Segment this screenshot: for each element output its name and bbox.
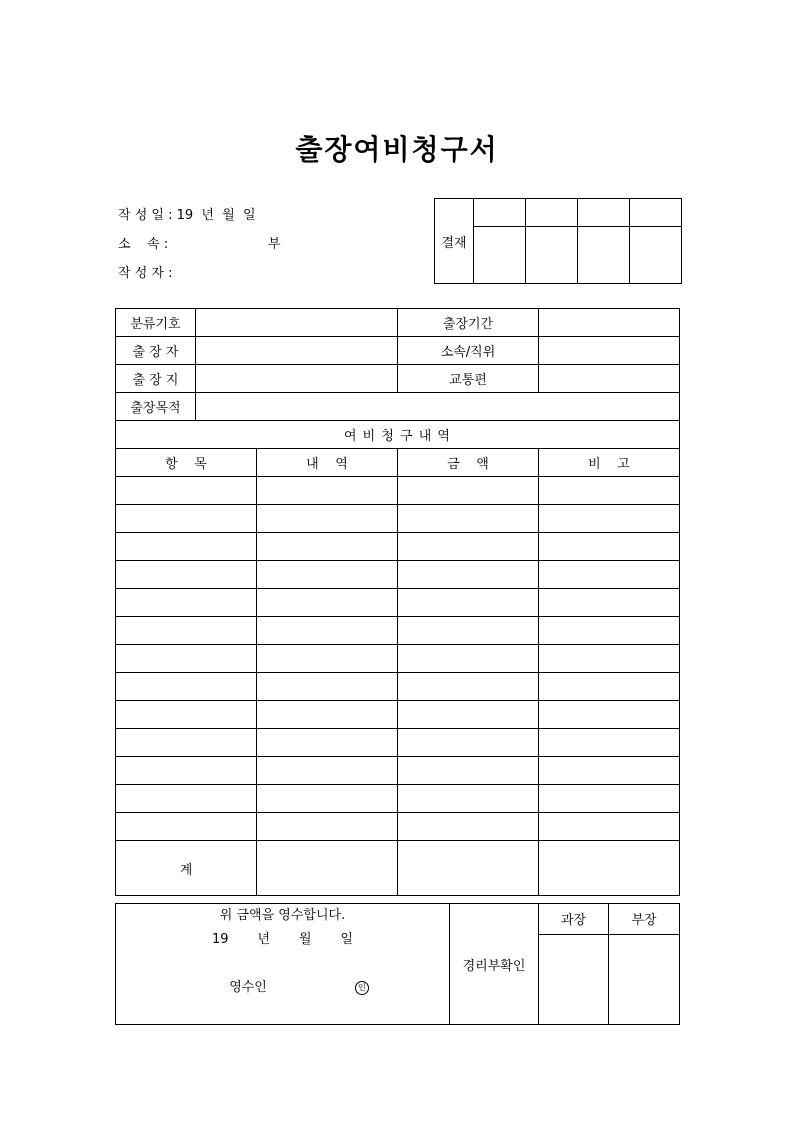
note-cell[interactable] (539, 729, 680, 757)
amount-cell[interactable] (398, 505, 539, 533)
receipt-line: 위 금액을 영수합니다. (219, 908, 346, 923)
total-note-cell[interactable] (539, 841, 680, 896)
department-suffix: 부 (268, 237, 281, 252)
detail-cell[interactable] (257, 757, 398, 785)
note-cell[interactable] (539, 785, 680, 813)
detail-row (116, 645, 680, 673)
detail-row (116, 533, 680, 561)
classification-label: 분류기호 (116, 309, 196, 337)
detail-cell[interactable] (257, 589, 398, 617)
item-cell[interactable] (116, 729, 257, 757)
amount-cell[interactable] (398, 561, 539, 589)
item-cell[interactable] (116, 813, 257, 841)
column-header-detail: 내 역 (257, 449, 398, 477)
detail-cell[interactable] (257, 617, 398, 645)
detail-cell[interactable] (257, 505, 398, 533)
note-cell[interactable] (539, 477, 680, 505)
approval-signature-cell[interactable] (526, 227, 578, 284)
period-input[interactable] (539, 309, 680, 337)
detail-row (116, 785, 680, 813)
amount-cell[interactable] (398, 477, 539, 505)
amount-cell[interactable] (398, 589, 539, 617)
detail-row (116, 561, 680, 589)
purpose-input[interactable] (196, 393, 680, 421)
approval-label: 결재 (435, 199, 474, 284)
item-cell[interactable] (116, 757, 257, 785)
item-cell[interactable] (116, 617, 257, 645)
total-amount-cell[interactable] (398, 841, 539, 896)
item-cell[interactable] (116, 785, 257, 813)
detail-cell[interactable] (257, 645, 398, 673)
amount-cell[interactable] (398, 617, 539, 645)
department-field: 소 속 : (118, 237, 169, 252)
detail-row (116, 729, 680, 757)
item-cell[interactable] (116, 477, 257, 505)
column-header-note: 비 고 (539, 449, 680, 477)
destination-input[interactable] (196, 365, 398, 393)
detail-heading: 여 비 청 구 내 역 (116, 421, 680, 449)
approval-cell-head[interactable] (474, 199, 526, 227)
section-chief-signature-cell[interactable] (539, 934, 609, 1024)
detail-row (116, 589, 680, 617)
receipt-signer-label: 영수인 (229, 980, 267, 995)
approval-cell-head[interactable] (630, 199, 682, 227)
accounting-check-label: 경리부확인 (450, 904, 539, 1025)
amount-cell[interactable] (398, 729, 539, 757)
receipt-section (115, 903, 680, 1025)
detail-row (116, 477, 680, 505)
destination-label: 출 장 지 (116, 365, 196, 393)
total-label: 계 (116, 841, 257, 896)
amount-cell[interactable] (398, 785, 539, 813)
period-label: 출장기간 (398, 309, 539, 337)
note-cell[interactable] (539, 505, 680, 533)
item-cell[interactable] (116, 589, 257, 617)
detail-row (116, 505, 680, 533)
detail-rows (116, 477, 680, 841)
detail-row (116, 813, 680, 841)
detail-cell[interactable] (257, 477, 398, 505)
date-field: 작 성 일 : 19 년 월 일 (118, 208, 256, 223)
note-cell[interactable] (539, 813, 680, 841)
receipt-statement (116, 904, 450, 1025)
traveler-input[interactable] (196, 337, 398, 365)
seal-icon: 인 (355, 981, 369, 995)
detail-cell[interactable] (257, 533, 398, 561)
approval-signature-cell[interactable] (474, 227, 526, 284)
detail-cell[interactable] (257, 729, 398, 757)
approval-cell-head[interactable] (526, 199, 578, 227)
item-cell[interactable] (116, 505, 257, 533)
amount-cell[interactable] (398, 673, 539, 701)
item-cell[interactable] (116, 701, 257, 729)
purpose-label: 출장목적 (116, 393, 196, 421)
section-chief-label: 과장 (539, 904, 609, 935)
traveler-label: 출 장 자 (116, 337, 196, 365)
expense-form-table (115, 308, 680, 896)
item-cell[interactable] (116, 533, 257, 561)
author-field: 작 성 자 : (118, 266, 173, 281)
detail-row (116, 673, 680, 701)
approval-signature-cell[interactable] (578, 227, 630, 284)
detail-row (116, 757, 680, 785)
classification-input[interactable] (196, 309, 398, 337)
item-cell[interactable] (116, 561, 257, 589)
total-detail-cell[interactable] (257, 841, 398, 896)
approval-box (434, 198, 682, 284)
transport-label: 교통편 (398, 365, 539, 393)
amount-cell[interactable] (398, 645, 539, 673)
amount-cell[interactable] (398, 757, 539, 785)
position-label: 소속/직위 (398, 337, 539, 365)
detail-row (116, 617, 680, 645)
amount-cell[interactable] (398, 533, 539, 561)
receipt-date-line: 19 년 월 일 (212, 932, 353, 947)
approval-cell-head[interactable] (578, 199, 630, 227)
item-cell[interactable] (116, 673, 257, 701)
note-cell[interactable] (539, 701, 680, 729)
note-cell[interactable] (539, 645, 680, 673)
amount-cell[interactable] (398, 701, 539, 729)
dept-head-label: 부장 (609, 904, 680, 935)
item-cell[interactable] (116, 645, 257, 673)
note-cell[interactable] (539, 533, 680, 561)
dept-head-signature-cell[interactable] (609, 934, 680, 1024)
approval-signature-cell[interactable] (630, 227, 682, 284)
detail-cell[interactable] (257, 673, 398, 701)
note-cell[interactable] (539, 561, 680, 589)
receipt-signer-line (116, 952, 449, 1024)
transport-input[interactable] (539, 365, 680, 393)
document-title: 출장여비청구서 (295, 133, 499, 166)
position-input[interactable] (539, 337, 680, 365)
note-cell[interactable] (539, 757, 680, 785)
note-cell[interactable] (539, 589, 680, 617)
detail-cell[interactable] (257, 813, 398, 841)
column-header-amount: 금 액 (398, 449, 539, 477)
note-cell[interactable] (539, 617, 680, 645)
detail-cell[interactable] (257, 701, 398, 729)
detail-row (116, 701, 680, 729)
note-cell[interactable] (539, 673, 680, 701)
detail-cell[interactable] (257, 561, 398, 589)
column-header-item: 항 목 (116, 449, 257, 477)
detail-cell[interactable] (257, 785, 398, 813)
amount-cell[interactable] (398, 813, 539, 841)
